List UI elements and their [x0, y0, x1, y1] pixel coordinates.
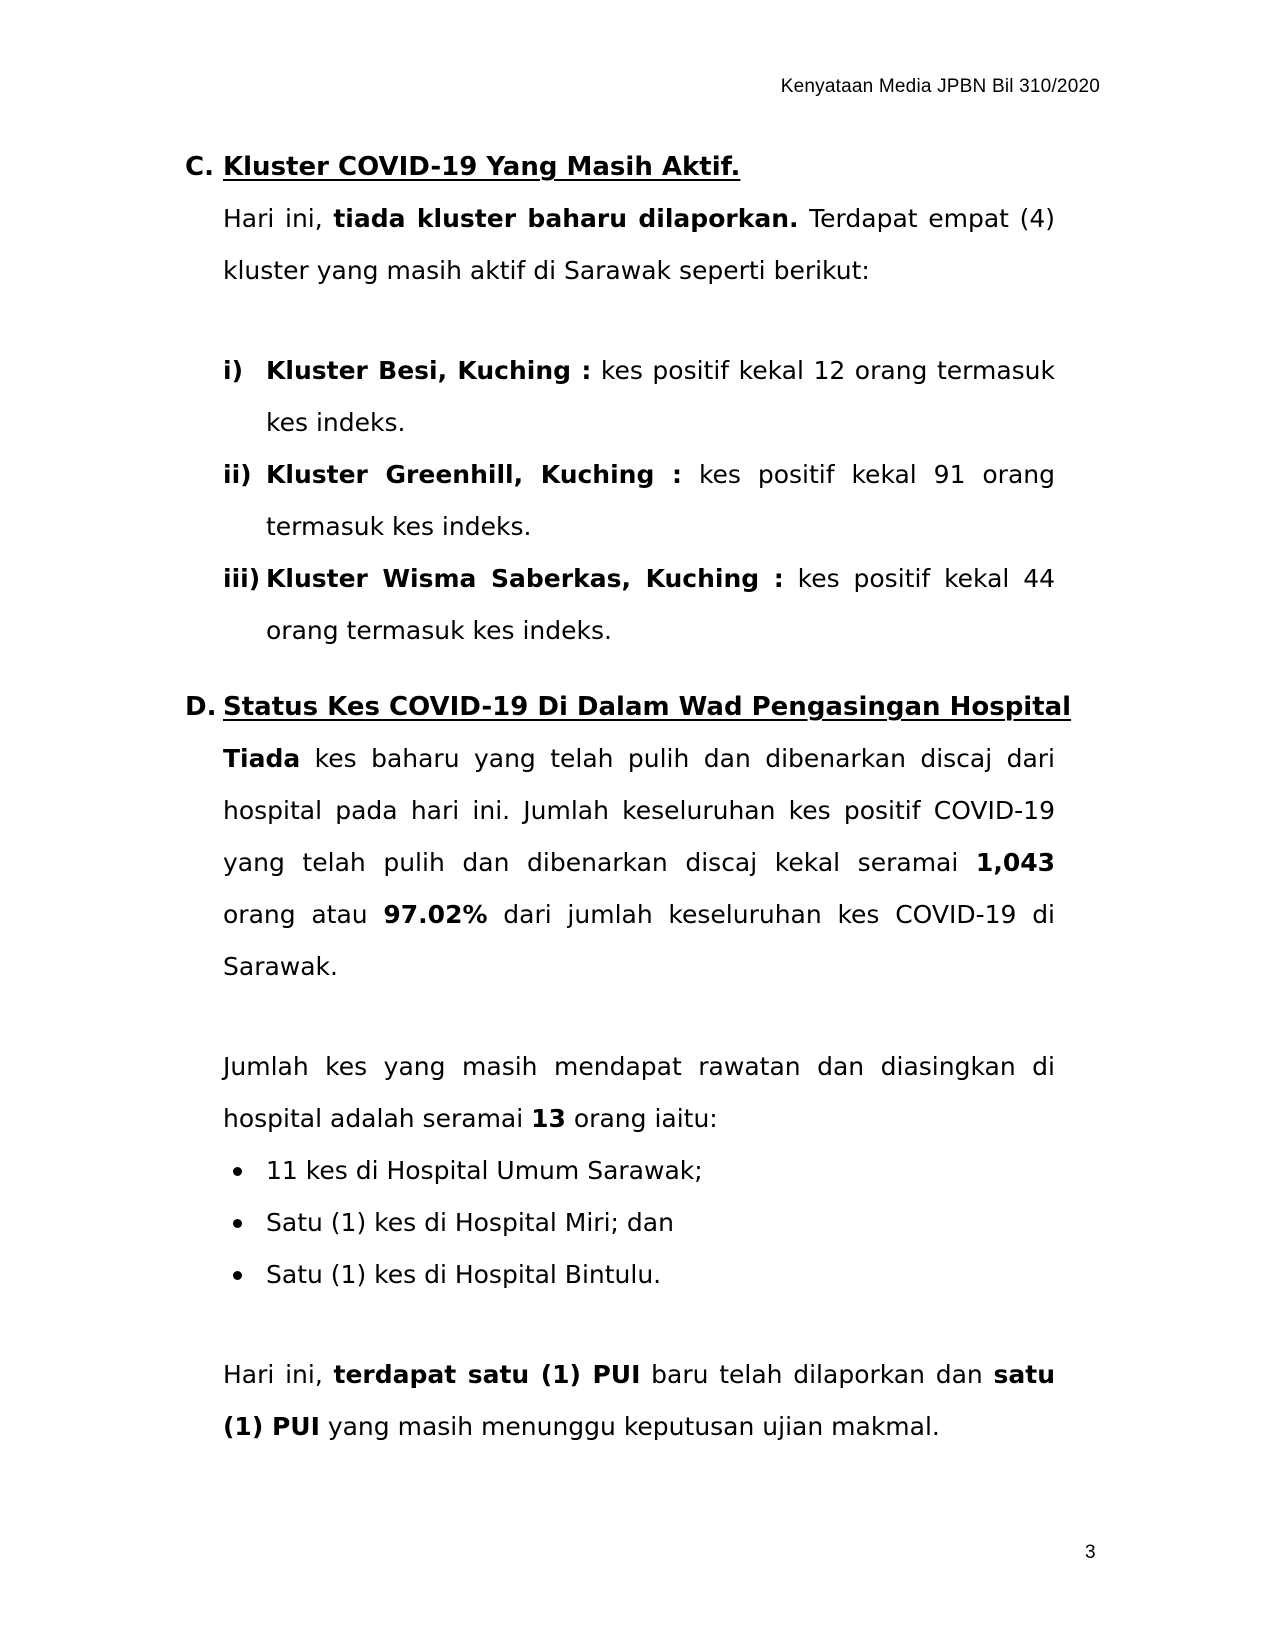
list-item — [223, 1249, 1055, 1301]
intro-text: Terdapat empat (4) kluster yang masih aktif di Sarawak seperti berikut: — [223, 204, 1056, 285]
recovery-bold: Tiada — [223, 744, 301, 773]
treatment-paragraph — [223, 1041, 1055, 1145]
pui-text: Hari ini, — [223, 1360, 334, 1389]
list-item — [223, 1145, 1055, 1197]
intro-bold: tiada kluster baharu dilaporkan. — [333, 204, 799, 233]
pui-text: yang masih menunggu keputusan ujian makmal. — [319, 1412, 940, 1441]
cluster-list — [223, 345, 1055, 657]
treatment-count: 13 — [531, 1104, 566, 1133]
bullet-icon — [233, 1219, 242, 1228]
pui-text: baru telah dilaporkan dan — [640, 1360, 994, 1389]
section-d-title: Status Kes COVID-19 Di Dalam Wad Pengasingan Hospital — [223, 692, 1072, 722]
list-item — [223, 345, 1055, 449]
list-item — [223, 1197, 1055, 1249]
hospital-text: Satu (1) kes di Hospital Bintulu. — [266, 1260, 662, 1289]
pui-paragraph — [223, 1349, 1055, 1453]
pui-bold: satu (1) PUI — [223, 1360, 1055, 1441]
section-c — [185, 141, 1055, 657]
section-c-title: Kluster COVID-19 Yang Masih Aktif. — [223, 152, 741, 182]
cluster-text: kes positif kekal 44 orang termasuk kes indeks. — [266, 564, 1056, 645]
cluster-name: Kluster Besi, Kuching : — [266, 356, 592, 385]
list-marker: i) — [223, 356, 243, 385]
section-d-heading — [185, 681, 1072, 733]
list-item — [223, 449, 1055, 553]
list-item — [223, 553, 1055, 657]
page-number: 3 — [1085, 1542, 1096, 1563]
recovered-count: 1,043 — [975, 848, 1055, 877]
section-d — [185, 681, 1072, 1453]
recovery-text: orang atau — [223, 900, 384, 929]
hospital-list — [223, 1145, 1055, 1301]
pui-bold: terdapat satu (1) PUI — [333, 1360, 641, 1389]
cluster-name: Kluster Wisma Saberkas, Kuching : — [266, 564, 784, 593]
recovery-text: dari jumlah keseluruhan kes COVID-19 di Sarawak. — [223, 900, 1056, 981]
cluster-text: kes positif kekal 91 orang termasuk kes indeks. — [266, 460, 1055, 541]
recovery-paragraph — [223, 733, 1055, 993]
section-d-letter: D. — [185, 692, 217, 722]
cluster-text: kes positif kekal 12 orang termasuk kes indeks. — [266, 356, 1055, 437]
cluster-name: Kluster Greenhill, Kuching : — [266, 460, 683, 489]
bullet-icon — [233, 1271, 242, 1280]
section-c-intro — [223, 193, 1055, 297]
section-c-letter: C. — [185, 152, 214, 182]
treatment-text: orang iaitu: — [565, 1104, 718, 1133]
intro-text: Hari ini, — [223, 204, 334, 233]
list-marker: iii) — [223, 564, 261, 593]
bullet-icon — [233, 1167, 242, 1176]
section-c-heading — [185, 141, 1055, 193]
recovery-percentage: 97.02% — [383, 900, 488, 929]
hospital-text: Satu (1) kes di Hospital Miri; dan — [266, 1208, 674, 1237]
document-reference: Kenyataan Media JPBN Bil 310/2020 — [780, 76, 1100, 97]
list-marker: ii) — [223, 460, 252, 489]
hospital-text: 11 kes di Hospital Umum Sarawak; — [266, 1156, 703, 1185]
treatment-text: Jumlah kes yang masih mendapat rawatan dan diasingkan di hospital adalah seramai — [223, 1052, 1055, 1133]
recovery-text: kes baharu yang telah pulih dan dibenarkan discaj dari hospital pada hari ini. Jumlah keseluruhan kes positif COVID-19 yang telah pulih dan dibenarkan discaj kekal seramai — [223, 744, 1055, 877]
